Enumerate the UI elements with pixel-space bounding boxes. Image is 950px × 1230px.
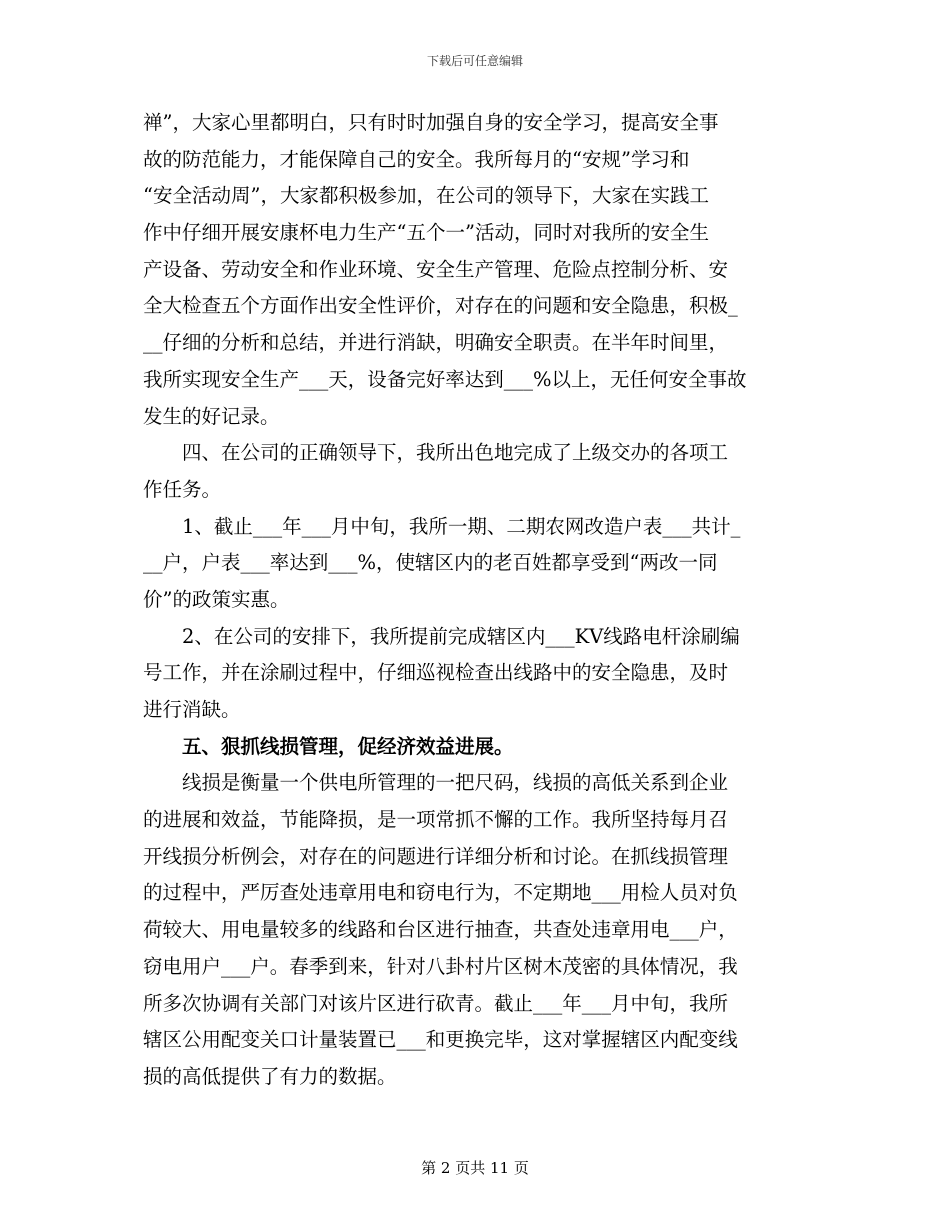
text-line: 发生的好记录。 [143, 404, 280, 428]
text-line: 所多次协调有关部门对该片区进行砍青。截止___年___月中旬，我所 [143, 991, 729, 1015]
text-line: 线损是衡量一个供电所管理的一把尺码，线损的高低关系到企业 [143, 771, 729, 795]
section-heading-line: 五、狠抓线损管理，促经济效益进展。 [143, 734, 514, 758]
text-line: 产设备、劳动安全和作业环境、安全生产管理、危险点控制分析、安 [143, 257, 729, 281]
paragraph [143, 729, 808, 766]
text-line: 荷较大、用电量较多的线路和台区进行抽查，共查处违章用电___户， [143, 918, 738, 942]
paragraph [143, 435, 808, 508]
text-line: __户，户表___率达到___%，使辖区内的老百姓都享受到“两改一同 [143, 551, 718, 575]
text-line: 损的高低提供了有力的数据。 [143, 1064, 397, 1088]
page-header-note: 下载后可任意编辑 [426, 54, 523, 68]
text-line: 故的防范能力，才能保障自己的安全。我所每月的“安规”学习和 [143, 147, 690, 171]
text-line: 号工作，并在涂刷过程中，仔细巡视检查出线路中的安全隐患，及时 [143, 661, 729, 685]
document-body [143, 105, 808, 1096]
text-line: 全大检查五个方面作出安全性评价，对存在的问题和安全隐患，积极_ [143, 294, 738, 318]
text-line: 2、在公司的安排下，我所提前完成辖区内___KV线路电杆涂刷编 [143, 624, 740, 648]
paragraph [143, 619, 808, 729]
text-line: 的进展和效益，节能降损，是一项常抓不懈的工作。我所坚持每月召 [143, 808, 729, 832]
paragraph [143, 105, 808, 435]
page-number-footer: 第 2 页共 11 页 [421, 1159, 529, 1177]
text-line: 进行消缺。 [143, 698, 241, 721]
text-line: 四、在公司的正确领导下，我所出色地完成了上级交办的各项工 [143, 441, 729, 465]
text-line: 窃电用户___户。春季到来，针对八卦村片区树木茂密的具体情况，我 [143, 954, 738, 978]
text-line: 的过程中，严厉查处违章用电和窃电行为，不定期地___用检人员对负 [143, 881, 738, 905]
paragraph [143, 509, 808, 619]
text-line: 开线损分析例会，对存在的问题进行详细分析和讨论。在抓线损管理 [143, 844, 729, 868]
text-line: __仔细的分析和总结，并进行消缺，明确安全职责。在半年时间里， [143, 331, 729, 355]
text-line: 1、截止___年___月中旬，我所一期、二期农网改造户表___共计_ [143, 514, 741, 538]
paragraph [143, 765, 808, 1095]
text-line: 禅”，大家心里都明白，只有时时加强自身的安全学习，提高安全事 [143, 111, 719, 134]
text-line: 作任务。 [143, 477, 222, 501]
text-line: 我所实现安全生产___天，设备完好率达到___%以上，无任何安全事故 [143, 367, 747, 391]
text-line: 辖区公用配变关口计量装置已___和更换完毕，这对掌握辖区内配变线 [143, 1028, 738, 1052]
text-line: 作中仔细开展安康杯电力生产“五个一”活动，同时对我所的安全生 [143, 221, 709, 245]
text-line: 价”的政策实惠。 [143, 587, 290, 611]
text-line: “安全活动周”，大家都积极参加，在公司的领导下，大家在实践工 [143, 184, 709, 208]
